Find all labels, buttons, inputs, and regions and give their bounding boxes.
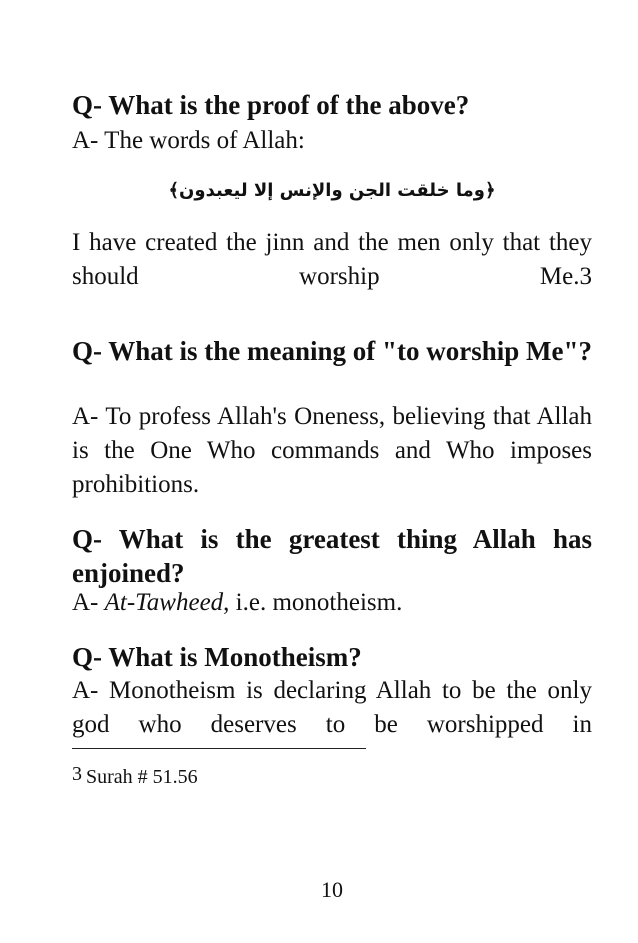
- tawheed-term: At-Tawheed: [104, 589, 224, 616]
- footnote-reference: 3: [579, 263, 592, 290]
- question-greatest-thing: Q- What is the greatest thing Allah has enjoined?: [72, 524, 592, 588]
- answer-proof: A- The words of Allah:: [72, 127, 305, 154]
- answer-greatest-thing: [72, 586, 592, 620]
- question-meaning: Q- What is the meaning of "to worship Me"?: [72, 336, 592, 366]
- question-monotheism: Q- What is Monotheism?: [72, 642, 362, 672]
- answer-monotheism: A- Monotheism is declaring Allah to be the only god who deserves to be worshipped in: [72, 677, 592, 738]
- answer-suffix: , i.e. monotheism.: [223, 589, 403, 616]
- answer-prefix: A-: [72, 589, 105, 616]
- quran-verse-arabic: ﴿وما خلقت الجن والإنس إلا ليعبدون﴾: [168, 180, 496, 201]
- answer-meaning: A- To profess Allah's Oneness, believing that Allah is the One Who commands and Who imposes prohibitions.: [72, 403, 592, 498]
- footnote: [72, 760, 198, 791]
- book-page: [72, 0, 592, 943]
- footnote-text: Surah # 51.56: [86, 766, 198, 788]
- verse-translation-text: I have created the jinn and the men only that they should worship Me.: [72, 229, 592, 290]
- page-number: 10: [321, 877, 343, 902]
- verse-translation: [72, 226, 592, 294]
- footnote-number: 3: [72, 763, 82, 785]
- footnote-divider: [72, 748, 366, 749]
- question-proof: Q- What is the proof of the above?: [72, 90, 470, 120]
